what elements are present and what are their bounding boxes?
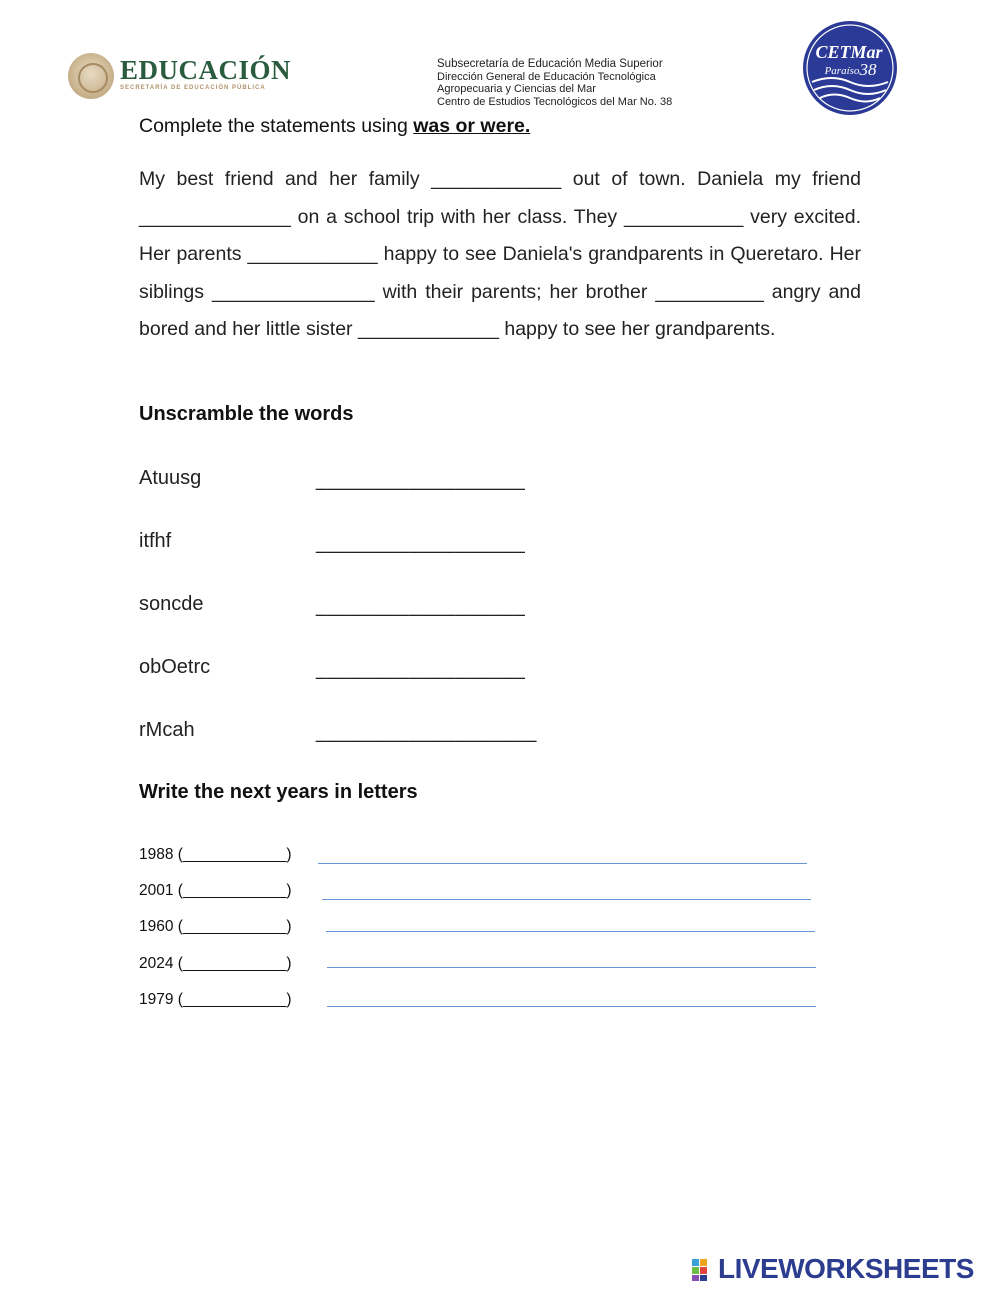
scrambled-word: Atuusg xyxy=(139,467,202,489)
year-answer-line[interactable] xyxy=(318,863,807,864)
logo-title: EDUCACIÓN xyxy=(120,55,292,85)
institution-line: Subsecretaría de Educación Media Superior xyxy=(437,58,663,70)
scrambled-word: itfhf xyxy=(139,530,172,552)
answer-blank[interactable]: __________________ xyxy=(316,595,526,617)
instruction-bold: was or were. xyxy=(413,115,531,137)
instruction xyxy=(139,115,861,138)
answer-blank[interactable]: ___________________ xyxy=(316,721,537,743)
fill-blank-paragraph: My best friend and her family ____________ out of town. Daniela my friend ______________ on a school trip with her class. They ___________ very excited. Her parents ____________ happy to see Daniela's grandparents in Queretaro. Her siblings _______________ with their parents; her brother __________ angry and bored and her little sister _____________ happy to see her grandparents. xyxy=(139,168,861,340)
cetmar-logo xyxy=(802,20,898,116)
year-label: 1979 (____________) xyxy=(139,991,292,1008)
cetmar-place: Paraíso xyxy=(824,65,860,77)
liveworksheets-brand: LIVEWORKSHEETS xyxy=(718,1253,974,1284)
year-label: 1960 (____________) xyxy=(139,918,292,935)
scrambled-word: rMcah xyxy=(139,719,195,741)
year-label: 2024 (____________) xyxy=(139,955,292,972)
logo-subtitle: SECRETARÍA DE EDUCACIÓN PÚBLICA xyxy=(120,85,266,91)
year-answer-line[interactable] xyxy=(327,1006,816,1007)
scrambled-word: soncde xyxy=(139,593,204,615)
scrambled-word: obOetrc xyxy=(139,656,211,678)
liveworksheets-icon xyxy=(692,1259,716,1281)
answer-blank[interactable]: __________________ xyxy=(316,469,526,491)
year-label: 2001 (____________) xyxy=(139,882,292,899)
year-label: 1988 (____________) xyxy=(139,846,292,863)
year-answer-line[interactable] xyxy=(326,931,815,932)
answer-blank[interactable]: __________________ xyxy=(316,532,526,554)
cetmar-name: CETMar xyxy=(815,42,883,62)
answer-blank[interactable]: __________________ xyxy=(316,658,526,680)
cetmar-number: 38 xyxy=(859,60,877,79)
educacion-logo xyxy=(68,53,292,101)
year-answer-line[interactable] xyxy=(327,967,816,968)
institution-block xyxy=(437,58,717,108)
institution-line: Agropecuaria y Ciencias del Mar xyxy=(437,83,596,95)
years-heading: Write the next years in letters xyxy=(139,781,418,803)
institution-line: Dirección General de Educación Tecnológica xyxy=(437,70,656,83)
mexico-seal-icon xyxy=(68,53,114,99)
institution-line: Centro de Estudios Tecnológicos del Mar No. 38 xyxy=(437,95,673,108)
unscramble-heading: Unscramble the words xyxy=(139,403,354,425)
instruction-text: Complete the statements using xyxy=(139,115,414,137)
year-answer-line[interactable] xyxy=(322,899,811,900)
